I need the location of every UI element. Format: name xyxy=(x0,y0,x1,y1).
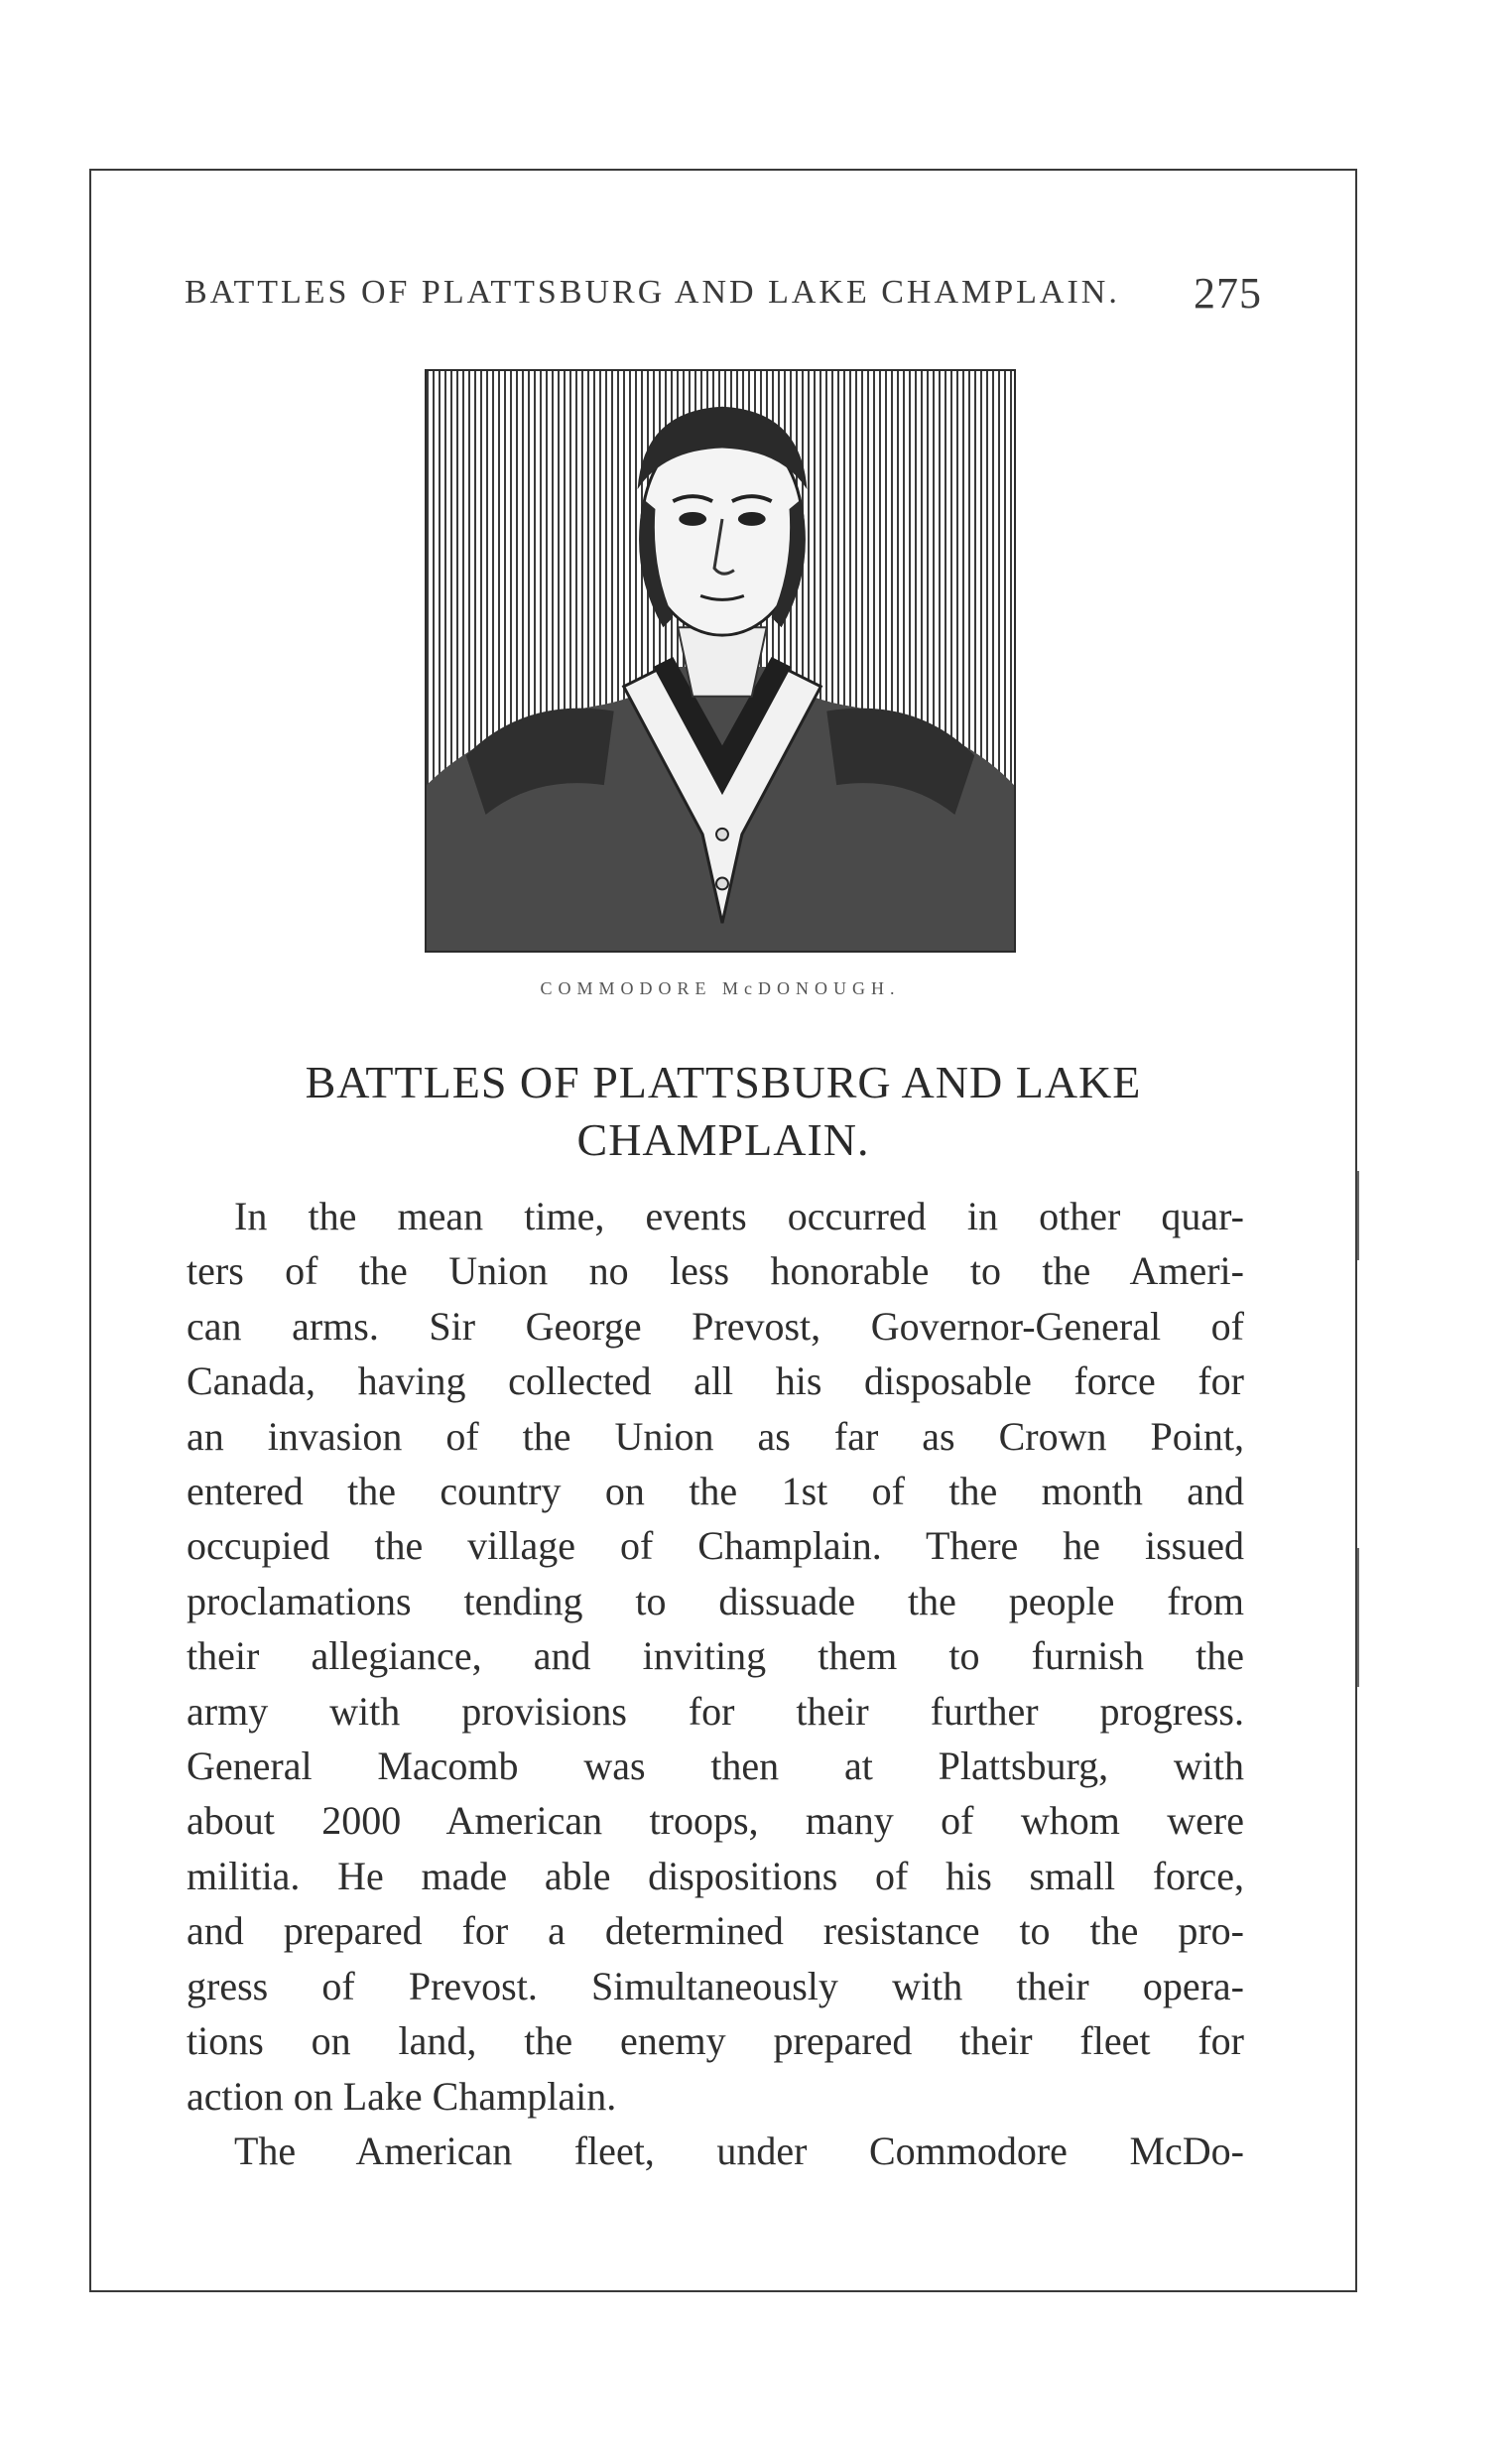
text-line: In the mean time, events occurred in other quar- xyxy=(234,1194,1244,1238)
text-line: militia. He made able dispositions of his small force, xyxy=(187,1853,1244,1898)
text-line: proclamations tending to dissuade the people from xyxy=(187,1578,1244,1623)
text-line: army with provisions for their further progress. xyxy=(187,1688,1244,1734)
running-head-title: BATTLES OF PLATTSBURG AND LAKE CHAMPLAIN. xyxy=(185,274,1120,311)
portrait-caption: COMMODORE McDONOUGH. xyxy=(540,978,901,998)
text-line: gress of Prevost. Simultaneously with their opera- xyxy=(187,1963,1244,2008)
text-line: occupied the village of Champlain. There he issued xyxy=(187,1523,1244,1569)
text-line: entered the country on the 1st of the month and xyxy=(187,1469,1244,1514)
heading-line-2: CHAMPLAIN. xyxy=(576,1114,870,1165)
text-line: can arms. Sir George Prevost, Governor-General of xyxy=(187,1303,1244,1349)
frame-tick xyxy=(1355,189,1357,228)
text-line: General Macomb was then at Plattsburg, with xyxy=(187,1743,1244,1789)
text-line: tions on land, the enemy prepared their fleet for xyxy=(187,2018,1244,2064)
margin-rule xyxy=(1357,1548,1359,1687)
article-body xyxy=(187,1189,1244,2178)
portrait-engraving xyxy=(425,369,1016,953)
paragraph-1 xyxy=(187,1189,1244,2124)
text-line: their allegiance, and inviting them to furnish the xyxy=(187,1633,1244,1679)
text-line: Canada, having collected all his disposable force for xyxy=(187,1358,1244,1404)
text-line: The American fleet, under Commodore McDo- xyxy=(234,2128,1244,2173)
text-line: about 2000 American troops, many of whom were xyxy=(187,1798,1244,1844)
text-line: an invasion of the Union as far as Crown Point, xyxy=(187,1413,1244,1459)
page-number: 275 xyxy=(1194,269,1262,318)
portrait-drawing xyxy=(427,371,1014,951)
text-line: ters of the Union no less honorable to the Ameri- xyxy=(187,1248,1244,1294)
text-line: action on Lake Champlain. xyxy=(187,2073,617,2119)
paragraph-2 xyxy=(187,2124,1244,2178)
margin-rule xyxy=(1357,1171,1359,1260)
running-head xyxy=(185,268,1262,318)
heading-line-1: BATTLES OF PLATTSBURG AND LAKE xyxy=(305,1057,1142,1107)
text-line: and prepared for a determined resistance to the pro- xyxy=(187,1908,1244,1954)
article-heading xyxy=(185,1054,1262,1169)
